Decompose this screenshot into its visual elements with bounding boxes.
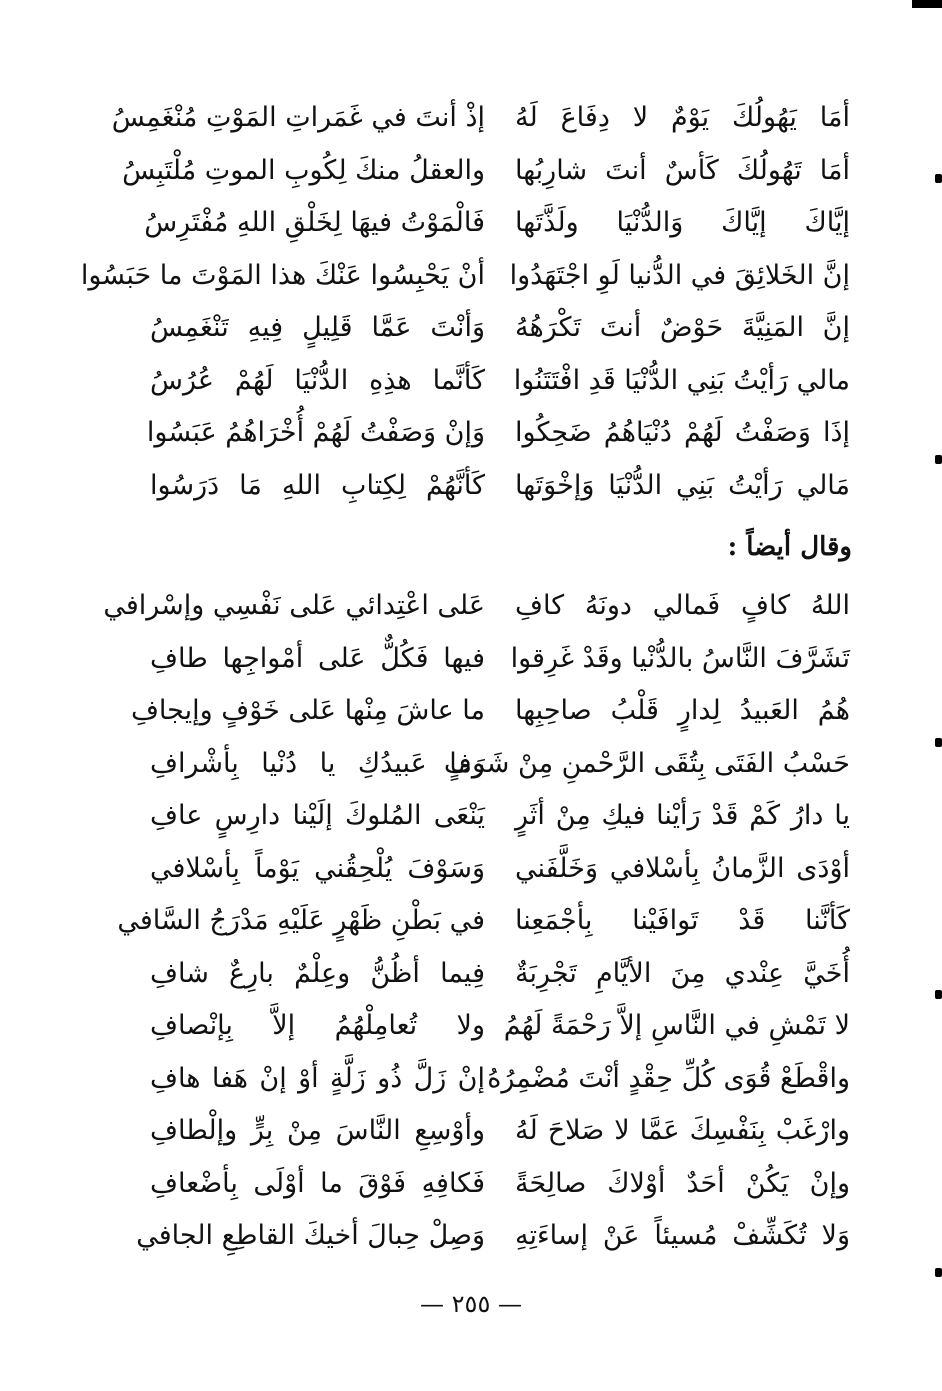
verse-line — [122, 145, 850, 198]
verse-second-hemistich: وَسَوْفَ يُلْحِقُني يَوْماً بِأسْلافي — [150, 852, 485, 884]
verse-second-hemistich: يَنْعَى المُلوكَ إلَيْنا دارِسٍ عافِ — [150, 800, 485, 831]
verse-second-hemistich: إذْ أنتَ في غَمَراتِ المَوْتِ مُنْغَمِسُ — [111, 102, 485, 133]
poem-first — [80, 92, 850, 512]
verse-first-hemistich: واقْطَعْ قُوَى كُلِّ حِقْدٍ أنْتَ مُضْمِرُهُ — [487, 1062, 850, 1094]
verse-line — [150, 790, 850, 843]
verse-first-hemistich: لا تَمْشِ في النَّاسِ إلاَّ رَحْمَةً لَهُمُ — [503, 1010, 850, 1041]
margin-mark — [935, 174, 942, 183]
verse-second-hemistich: وما عَبيدُكِ يا دُنْيا بِأشْرافِ — [150, 747, 485, 779]
verse-line — [130, 685, 850, 738]
verse-line — [144, 197, 850, 250]
verse-second-hemistich: عَلى اعْتِدائي عَلى نَفْسِي وإسْرافي — [103, 590, 485, 621]
verse-first-hemistich: وارْغَبْ بِنَفْسِكَ عَمَّا لا صَلاحَ لَهُ — [515, 1115, 850, 1146]
verse-line — [150, 355, 850, 408]
verse-second-hemistich: ولا تُعامِلْهُمُ إلاَّ بِإنْصافِ — [150, 1010, 485, 1041]
margin-mark — [935, 990, 942, 999]
section-heading: وقال أيضاً : — [727, 532, 852, 562]
verse-line — [150, 1053, 850, 1106]
verse-second-hemistich: والعقلُ منكَ لِكُوبِ الموتِ مُلْتَبِسُ — [122, 154, 485, 186]
verse-second-hemistich: كَأنَّما هذِهِ الدُّنْيَا لَهُمْ عُرُسُ — [150, 364, 485, 396]
verse-first-hemistich: مالي رَأيْتُ بَنِي الدُّنْيَا قَدِ افْتَتَنُوا — [513, 364, 850, 396]
verse-line — [150, 948, 850, 1001]
verse-line — [111, 92, 850, 145]
verse-second-hemistich: إنْ زَلَّ ذُو زَلَّةٍ أوْ إنْ هَفا هافِ — [150, 1062, 485, 1094]
verse-second-hemistich: فَكافِهِ فَوْقَ ما أوْلَى بِأضْعافِ — [150, 1167, 485, 1199]
verse-line — [150, 843, 850, 896]
verse-second-hemistich: فِيما أظُنُّ وعِلْمٌ بارِعٌ شافِ — [150, 957, 485, 989]
verse-second-hemistich: فَالْمَوْتُ فيهَا لِخَلْقِ اللهِ مُفْتَرِسُ — [144, 207, 485, 238]
verse-second-hemistich: وَصِلْ حِبالَ أخيكَ القاطِعِ الجافي — [136, 1220, 485, 1251]
verse-first-hemistich: إنَّ المَنِيَّةَ حَوْضٌ أنتَ تَكْرَهُهُ — [515, 312, 850, 343]
verse-line — [150, 738, 850, 791]
verse-line — [103, 580, 850, 633]
page-edge-mark — [912, 0, 942, 8]
verse-first-hemistich: وإنْ يَكُنْ أحَدٌ أوْلاكَ صالِحَةً — [515, 1167, 850, 1199]
verse-line — [146, 407, 850, 460]
verse-first-hemistich: أمَا يَهُولُكَ يَوْمٌ لا دِفَاعَ لَهُ — [515, 102, 850, 133]
verse-first-hemistich: يا دارُ كَمْ قَدْ رَأيْنا فيكِ مِنْ أثَرٍ — [515, 800, 850, 831]
poem-second — [103, 580, 850, 1263]
verse-line — [150, 633, 850, 686]
page-number: — ٢٥٥ — — [420, 1290, 522, 1318]
verse-line — [80, 250, 850, 303]
verse-first-hemistich: إنَّ الخَلائِقَ في الدُّنيا لَوِ اجْتَهَدُوا — [509, 259, 850, 291]
verse-line — [150, 1105, 850, 1158]
verse-line — [136, 1210, 850, 1263]
verse-second-hemistich: أنْ يَحْبِسُوا عَنْكَ هذا المَوْتَ ما حَبَسُوا — [80, 259, 485, 291]
verse-first-hemistich: كَأنَّنا قَدْ تَوافَيْنا بِأجْمَعِنا — [515, 905, 850, 936]
verse-second-hemistich: كَأنَّهُمْ لِكِتابِ اللهِ مَا دَرَسُوا — [150, 469, 485, 501]
verse-second-hemistich: وَإنْ وَصَفْتُ لَهُمْ أُخْرَاهُمُ عَبَسُوا — [146, 417, 485, 448]
margin-mark — [935, 1268, 942, 1277]
verse-first-hemistich: إذَا وَصَفْتُ لَهُمْ دُنْيَاهُمُ ضَحِكُوا — [515, 417, 850, 448]
margin-mark — [935, 455, 942, 464]
verse-first-hemistich: اللهُ كافٍ فَمالي دونَهُ كافِ — [515, 590, 850, 621]
verse-line — [117, 895, 850, 948]
verse-second-hemistich: فيها فَكُلٌّ عَلى أمْواجِها طافِ — [150, 642, 485, 674]
verse-line — [150, 1158, 850, 1211]
verse-first-hemistich: حَسْبُ الفَتَى بِتُقَى الرَّحْمنِ مِنْ شَرَفٍ — [443, 747, 850, 779]
verse-first-hemistich: أمَا تَهُولُكَ كَأسٌ أنتَ شارِبُها — [515, 154, 850, 186]
verse-second-hemistich: وَأنْتَ عَمَّا قَلِيلٍ فِيهِ تَنْغَمِسُ — [150, 312, 485, 343]
verse-second-hemistich: في بَطْنِ ظَهْرٍ عَلَيْهِ مَدْرَجُ السَّافي — [117, 905, 485, 936]
verse-line — [150, 1000, 850, 1053]
verse-line — [150, 302, 850, 355]
verse-first-hemistich: إيَّاكَ إيَّاكَ وَالدُّنْيَا ولَذَّتَها — [515, 207, 850, 238]
verse-first-hemistich: هُمُ العَبيدُ لِدارٍ قَلْبُ صاحِبِها — [515, 695, 850, 726]
verse-first-hemistich: تَشَرَّفَ النَّاسُ بالدُّنْيا وقَدْ غَرِقوا — [510, 642, 850, 674]
verse-line — [150, 460, 850, 513]
verse-second-hemistich: ما عاشَ مِنْها عَلى خَوْفٍ وإيجافِ — [130, 695, 485, 726]
verse-second-hemistich: وأوْسِعِ النَّاسَ مِنْ بِرٍّ وإلْطافِ — [150, 1115, 485, 1146]
verse-first-hemistich: وَلا تُكَشِّفْ مُسيئاً عَنْ إساءَتِهِ — [515, 1220, 850, 1251]
verse-first-hemistich: أوْدَى الزَّمانُ بِأسْلافي وَخَلَّفَني — [515, 852, 850, 884]
margin-mark — [935, 738, 942, 747]
verse-first-hemistich: أُخَيَّ عِنْدي مِنَ الأيَّامِ تَجْرِبَةٌ — [515, 957, 850, 989]
verse-first-hemistich: مَالي رَأيْتُ بَنِي الدُّنْيَا وَإخْوَتَها — [515, 469, 850, 501]
